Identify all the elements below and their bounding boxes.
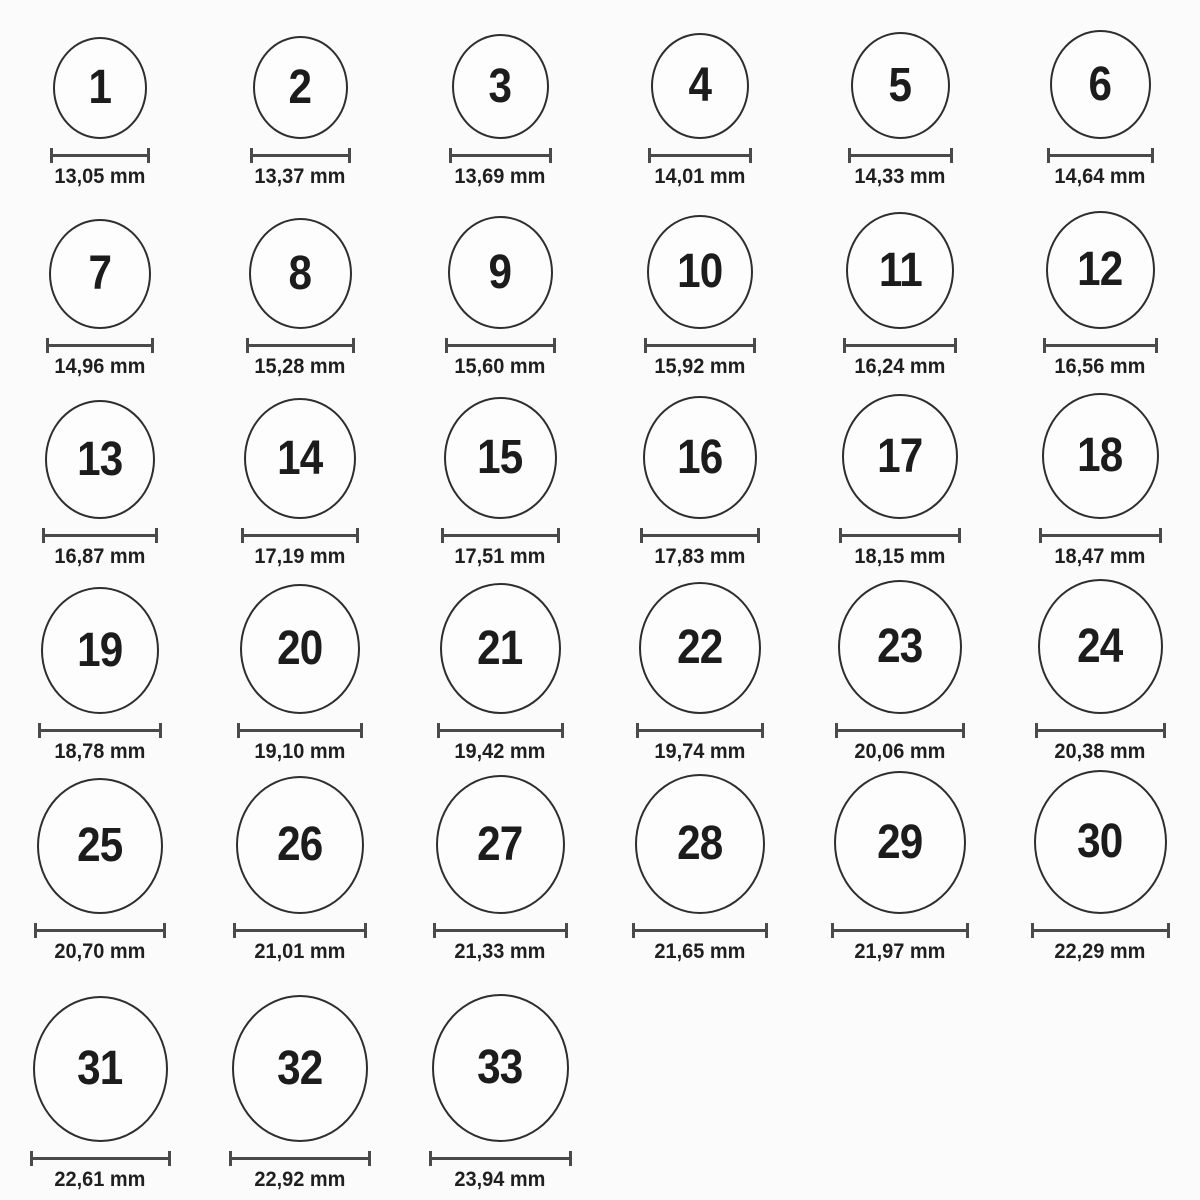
- measure-bar: [436, 929, 565, 932]
- measure-bar: [1046, 344, 1155, 347]
- ring-size-number: 9: [488, 245, 512, 299]
- diameter-label: 15,28 mm: [254, 355, 346, 378]
- ring-circle: [444, 397, 557, 519]
- ring-circle: [651, 33, 749, 139]
- ring-circle: [37, 778, 163, 914]
- ring-size-number: 22: [677, 621, 723, 674]
- diameter-measure-line: [1047, 147, 1154, 163]
- ring-size-item: [0, 768, 200, 968]
- measure-bar: [253, 154, 348, 157]
- measure-end-tick: [549, 148, 552, 163]
- diameter-measure-line: [250, 147, 351, 163]
- ring-size-item: [800, 768, 1000, 968]
- measure-end-tick: [553, 338, 556, 353]
- ring-circle: [452, 34, 549, 139]
- measure-bar: [240, 729, 360, 732]
- ring-size-number: 11: [878, 243, 922, 297]
- measure-bar: [53, 154, 147, 157]
- diameter-label: 20,06 mm: [854, 740, 946, 763]
- ring-size-item: [400, 573, 600, 768]
- measure-end-tick: [954, 338, 957, 353]
- diameter-measure-line: [34, 922, 166, 938]
- ring-circle: [1050, 30, 1151, 139]
- measure-end-tick: [565, 923, 568, 938]
- diameter-measure-line: [246, 337, 355, 353]
- ring-size-item: [200, 10, 400, 193]
- measure-bar: [249, 344, 352, 347]
- ring-size-item: [1000, 383, 1200, 573]
- measure-end-tick: [360, 723, 363, 738]
- diameter-label: 14,64 mm: [1054, 165, 1146, 188]
- diameter-label: 21,01 mm: [254, 940, 346, 963]
- ring-size-item: [1000, 573, 1200, 768]
- diameter-measure-line: [429, 1150, 572, 1166]
- ring-size-item: [800, 383, 1000, 573]
- diameter-measure-line: [229, 1150, 371, 1166]
- diameter-label: 21,97 mm: [854, 940, 946, 963]
- measure-bar: [635, 929, 765, 932]
- diameter-measure-line: [233, 922, 367, 938]
- ring-size-item: [400, 10, 600, 193]
- measure-bar: [444, 534, 557, 537]
- diameter-label: 18,78 mm: [54, 740, 146, 763]
- ring-size-number: 5: [888, 58, 912, 112]
- measure-end-tick: [1163, 723, 1166, 738]
- measure-end-tick: [1151, 148, 1154, 163]
- ring-size-item: [200, 193, 400, 383]
- ring-size-item: [800, 573, 1000, 768]
- diameter-label: 22,61 mm: [54, 1168, 146, 1191]
- ring-size-number: 28: [677, 817, 723, 870]
- measure-bar: [842, 534, 958, 537]
- measure-bar: [838, 729, 962, 732]
- measure-end-tick: [151, 338, 154, 353]
- ring-size-number: 25: [77, 819, 123, 872]
- diameter-measure-line: [831, 922, 969, 938]
- measure-end-tick: [352, 338, 355, 353]
- ring-size-number: 3: [488, 59, 512, 113]
- ring-size-number: 17: [877, 429, 923, 483]
- ring-circle: [643, 396, 757, 519]
- measure-bar: [232, 1157, 368, 1160]
- ring-circle: [253, 36, 348, 139]
- ring-circle: [851, 32, 950, 139]
- measure-end-tick: [356, 528, 359, 543]
- diameter-label: 13,37 mm: [254, 165, 346, 188]
- diameter-measure-line: [30, 1150, 171, 1166]
- ring-size-number: 15: [477, 431, 523, 484]
- ring-circle: [53, 37, 147, 139]
- diameter-measure-line: [1043, 337, 1158, 353]
- measure-bar: [643, 534, 757, 537]
- ring-size-item: [0, 383, 200, 573]
- measure-end-tick: [163, 923, 166, 938]
- size-row: [0, 193, 1200, 383]
- ring-size-number: 26: [277, 818, 323, 871]
- ring-size-item: [1000, 10, 1200, 193]
- diameter-measure-line: [1031, 922, 1170, 938]
- ring-size-number: 32: [277, 1041, 323, 1095]
- diameter-label: 13,69 mm: [454, 165, 546, 188]
- ring-size-item: [400, 193, 600, 383]
- ring-size-number: 12: [1077, 243, 1123, 296]
- ring-circle: [236, 776, 364, 914]
- ring-size-number: 16: [677, 430, 723, 484]
- diameter-measure-line: [437, 722, 564, 738]
- ring-circle: [45, 400, 155, 519]
- ring-size-number: 4: [688, 59, 712, 112]
- diameter-label: 16,24 mm: [854, 355, 946, 378]
- ring-size-item: [0, 10, 200, 193]
- ring-size-number: 20: [277, 622, 323, 675]
- ring-size-number: 1: [88, 61, 112, 114]
- ring-size-number: 19: [77, 623, 123, 677]
- measure-end-tick: [159, 723, 162, 738]
- diameter-measure-line: [38, 722, 162, 738]
- ring-circle: [232, 995, 368, 1142]
- ring-size-item: [200, 573, 400, 768]
- measure-bar: [846, 344, 954, 347]
- measure-end-tick: [569, 1151, 572, 1166]
- ring-size-number: 33: [477, 1041, 523, 1094]
- size-row: [0, 768, 1200, 968]
- diameter-measure-line: [644, 337, 756, 353]
- ring-size-item: [600, 10, 800, 193]
- measure-end-tick: [147, 148, 150, 163]
- diameter-measure-line: [839, 527, 961, 543]
- measure-bar: [432, 1157, 569, 1160]
- measure-bar: [236, 929, 364, 932]
- measure-end-tick: [364, 923, 367, 938]
- ring-size-item: [400, 968, 600, 1196]
- ring-circle: [240, 584, 360, 714]
- measure-end-tick: [765, 923, 768, 938]
- size-row: [0, 383, 1200, 573]
- measure-bar: [49, 344, 151, 347]
- measure-bar: [448, 344, 553, 347]
- measure-bar: [1038, 729, 1163, 732]
- ring-size-item: [1000, 768, 1200, 968]
- measure-bar: [834, 929, 966, 932]
- diameter-label: 13,05 mm: [54, 165, 146, 188]
- diameter-measure-line: [835, 722, 965, 738]
- diameter-label: 16,87 mm: [54, 545, 146, 568]
- ring-size-number: 23: [877, 620, 923, 673]
- measure-end-tick: [966, 923, 969, 938]
- measure-bar: [41, 729, 159, 732]
- measure-end-tick: [1167, 923, 1170, 938]
- measure-end-tick: [348, 148, 351, 163]
- diameter-measure-line: [1039, 527, 1162, 543]
- diameter-label: 14,33 mm: [854, 165, 946, 188]
- ring-circle: [842, 394, 958, 519]
- ring-circle: [244, 398, 356, 519]
- measure-end-tick: [761, 723, 764, 738]
- diameter-measure-line: [1035, 722, 1166, 738]
- ring-size-number: 30: [1077, 815, 1123, 868]
- ring-circle: [834, 771, 966, 914]
- diameter-label: 15,60 mm: [454, 355, 546, 378]
- ring-size-number: 14: [277, 431, 323, 485]
- diameter-measure-line: [449, 147, 552, 163]
- diameter-label: 18,15 mm: [854, 545, 946, 568]
- ring-circle: [33, 996, 168, 1142]
- ring-circle: [49, 219, 151, 329]
- ring-circle: [846, 212, 954, 329]
- diameter-measure-line: [237, 722, 363, 738]
- ring-circle: [440, 583, 561, 714]
- ring-size-item: [200, 968, 400, 1196]
- diameter-label: 17,19 mm: [254, 545, 346, 568]
- ring-size-number: 2: [288, 60, 312, 114]
- measure-end-tick: [155, 528, 158, 543]
- diameter-label: 18,47 mm: [1054, 545, 1146, 568]
- ring-size-item: [600, 383, 800, 573]
- ring-size-number: 29: [877, 815, 923, 869]
- measure-bar: [33, 1157, 168, 1160]
- ring-circle: [635, 774, 765, 914]
- diameter-label: 23,94 mm: [454, 1168, 546, 1191]
- ring-size-item: [200, 768, 400, 968]
- measure-end-tick: [557, 528, 560, 543]
- ring-circle: [1038, 579, 1163, 714]
- measure-bar: [45, 534, 155, 537]
- ring-size-number: 21: [477, 621, 523, 675]
- measure-bar: [244, 534, 356, 537]
- ring-circle: [41, 587, 159, 714]
- ring-circle: [448, 216, 553, 329]
- size-row: [0, 968, 1200, 1196]
- ring-size-number: 13: [77, 432, 123, 486]
- diameter-label: 15,92 mm: [654, 355, 746, 378]
- diameter-label: 22,92 mm: [254, 1168, 346, 1191]
- ring-circle: [639, 582, 761, 714]
- diameter-label: 17,83 mm: [654, 545, 746, 568]
- ring-size-item: [0, 573, 200, 768]
- diameter-label: 20,38 mm: [1054, 740, 1146, 763]
- ring-size-number: 6: [1088, 57, 1112, 111]
- ring-size-number: 18: [1077, 429, 1123, 482]
- measure-bar: [647, 344, 753, 347]
- measure-end-tick: [757, 528, 760, 543]
- size-row: [0, 573, 1200, 768]
- diameter-label: 19,42 mm: [454, 740, 546, 763]
- measure-end-tick: [168, 1151, 171, 1166]
- measure-end-tick: [753, 338, 756, 353]
- diameter-label: 19,74 mm: [654, 740, 746, 763]
- diameter-label: 17,51 mm: [454, 545, 546, 568]
- measure-bar: [452, 154, 549, 157]
- ring-size-item: [600, 193, 800, 383]
- ring-size-item: [200, 383, 400, 573]
- measure-bar: [1042, 534, 1159, 537]
- measure-bar: [1050, 154, 1151, 157]
- diameter-measure-line: [445, 337, 556, 353]
- measure-end-tick: [950, 148, 953, 163]
- ring-circle: [436, 775, 565, 914]
- ring-size-number: 7: [88, 247, 112, 300]
- ring-size-item: [0, 968, 200, 1196]
- measure-end-tick: [962, 723, 965, 738]
- measure-end-tick: [368, 1151, 371, 1166]
- diameter-label: 20,70 mm: [54, 940, 146, 963]
- diameter-measure-line: [843, 337, 957, 353]
- size-row: [0, 10, 1200, 193]
- measure-end-tick: [958, 528, 961, 543]
- measure-end-tick: [1155, 338, 1158, 353]
- ring-circle: [647, 215, 753, 329]
- ring-size-number: 27: [477, 817, 523, 871]
- diameter-measure-line: [433, 922, 568, 938]
- diameter-measure-line: [46, 337, 154, 353]
- ring-circle: [1046, 211, 1155, 329]
- ring-circle: [1042, 393, 1159, 519]
- ring-circle: [432, 994, 569, 1142]
- diameter-label: 22,29 mm: [1054, 940, 1146, 963]
- diameter-measure-line: [848, 147, 953, 163]
- measure-end-tick: [561, 723, 564, 738]
- diameter-measure-line: [50, 147, 150, 163]
- ring-circle: [838, 580, 962, 714]
- ring-size-number: 10: [677, 245, 723, 298]
- diameter-measure-line: [636, 722, 764, 738]
- diameter-measure-line: [42, 527, 158, 543]
- measure-bar: [639, 729, 761, 732]
- measure-bar: [440, 729, 561, 732]
- ring-size-item: [400, 768, 600, 968]
- diameter-measure-line: [632, 922, 768, 938]
- measure-bar: [37, 929, 163, 932]
- measure-end-tick: [749, 148, 752, 163]
- ring-size-item: [0, 193, 200, 383]
- diameter-label: 21,65 mm: [654, 940, 746, 963]
- ring-size-item: [800, 193, 1000, 383]
- diameter-measure-line: [640, 527, 760, 543]
- measure-end-tick: [1159, 528, 1162, 543]
- ring-circle: [1034, 770, 1167, 914]
- diameter-measure-line: [241, 527, 359, 543]
- measure-bar: [851, 154, 950, 157]
- measure-bar: [1034, 929, 1167, 932]
- measure-bar: [651, 154, 749, 157]
- diameter-label: 14,96 mm: [54, 355, 146, 378]
- diameter-label: 19,10 mm: [254, 740, 346, 763]
- ring-size-item: [600, 573, 800, 768]
- ring-size-number: 8: [288, 246, 312, 300]
- ring-size-item: [400, 383, 600, 573]
- diameter-label: 21,33 mm: [454, 940, 546, 963]
- ring-size-item: [1000, 193, 1200, 383]
- diameter-label: 14,01 mm: [654, 165, 746, 188]
- diameter-measure-line: [648, 147, 752, 163]
- ring-size-item: [600, 768, 800, 968]
- ring-circle: [249, 218, 352, 329]
- diameter-measure-line: [441, 527, 560, 543]
- diameter-label: 16,56 mm: [1054, 355, 1146, 378]
- ring-size-item: [800, 10, 1000, 193]
- ring-size-number: 31: [77, 1042, 123, 1095]
- ring-size-number: 24: [1077, 619, 1123, 673]
